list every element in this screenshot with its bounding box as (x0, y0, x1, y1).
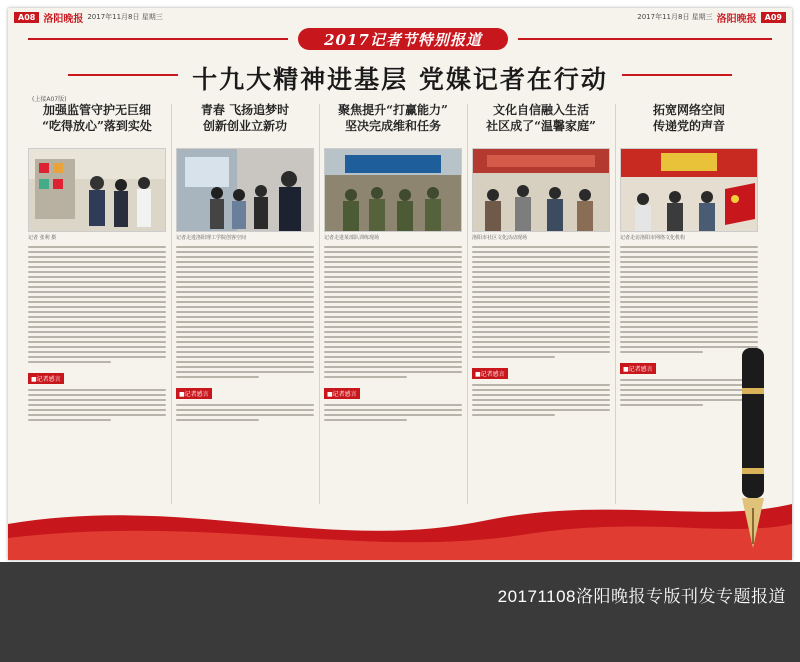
article-column-4 (472, 102, 610, 502)
photo-caption: 记者 张利 摄 (28, 235, 57, 241)
article-column-1 (28, 102, 166, 502)
article-title-line: 社区成了“温馨家庭” (486, 119, 596, 133)
jump-note: (上接A07版) (32, 96, 67, 103)
article-column-3 (324, 102, 462, 502)
article-title-line: 拓宽网络空间 (652, 103, 725, 117)
article-photo (324, 148, 462, 232)
photo-caption: 洛阳市社区文化活动现场 (472, 235, 528, 241)
article-title-line: 聚焦提升“打赢能力” (338, 103, 448, 117)
banner-rule-right (518, 38, 772, 40)
column-divider (319, 104, 320, 504)
article-body (324, 246, 462, 421)
headline-rule-right (622, 74, 732, 76)
article-photo (176, 148, 314, 232)
left-brand: 洛阳晚报 (43, 13, 84, 25)
article-body (28, 246, 166, 421)
caption-bar (0, 562, 800, 662)
reporter-note-heading: ■记者感言 (472, 368, 508, 379)
decorative-ribbon (8, 494, 792, 560)
article-body (176, 246, 314, 421)
article-title (176, 102, 314, 142)
article-title-line: 青春 飞扬追梦时 (200, 103, 290, 117)
column-divider (171, 104, 172, 504)
article-title-line: 坚决完成维和任务 (344, 119, 441, 133)
banner-rule-left (28, 38, 288, 40)
newspaper-spread (8, 8, 792, 560)
article-body (472, 246, 610, 416)
photo-caption: 记者走访洛阳市网络文化机构 (620, 235, 686, 241)
article-title-line: 文化自信融入生活 (492, 103, 589, 117)
article-title-line: 加强监管守护无巨细 (42, 103, 151, 117)
right-page-number: A09 (761, 12, 786, 23)
article-title-line: 传递党的声音 (652, 119, 725, 133)
article-photo (620, 148, 758, 232)
reporter-note-heading: ■记者感言 (324, 388, 360, 399)
article-photo (28, 148, 166, 232)
special-report-banner: 2017记者节特别报道 (298, 28, 508, 50)
column-divider (615, 104, 616, 504)
article-title-line: 创新创业立新功 (202, 119, 287, 133)
right-brand: 洛阳晚报 (716, 13, 757, 25)
page-header (8, 8, 792, 26)
left-date: 2017年11月8日 星期三 (87, 13, 163, 21)
right-date: 2017年11月8日 星期三 (637, 13, 713, 21)
article-title (28, 102, 166, 142)
article-column-2 (176, 102, 314, 502)
photo-caption: 记者走进洛阳理工学院创客空间 (176, 235, 247, 241)
article-title (620, 102, 758, 142)
photo-caption: 记者走进某部队训练现场 (324, 235, 380, 241)
banner-band (8, 26, 792, 52)
article-title (324, 102, 462, 142)
article-title (472, 102, 610, 142)
column-divider (467, 104, 468, 504)
article-photo (472, 148, 610, 232)
reporter-note-heading: ■记者感言 (176, 388, 212, 399)
reporter-note-heading: ■记者感言 (620, 363, 656, 374)
reporter-note-heading: ■记者感言 (28, 373, 64, 384)
left-page-number: A08 (14, 12, 39, 23)
page-headline: 十九大精神进基层 党媒记者在行动 (192, 65, 608, 94)
image-caption: 20171108洛阳晚报专版刊发专题报道 (497, 587, 786, 606)
article-title-line: “吃得放心”落到实处 (42, 119, 152, 133)
fountain-pen-icon (708, 348, 792, 560)
